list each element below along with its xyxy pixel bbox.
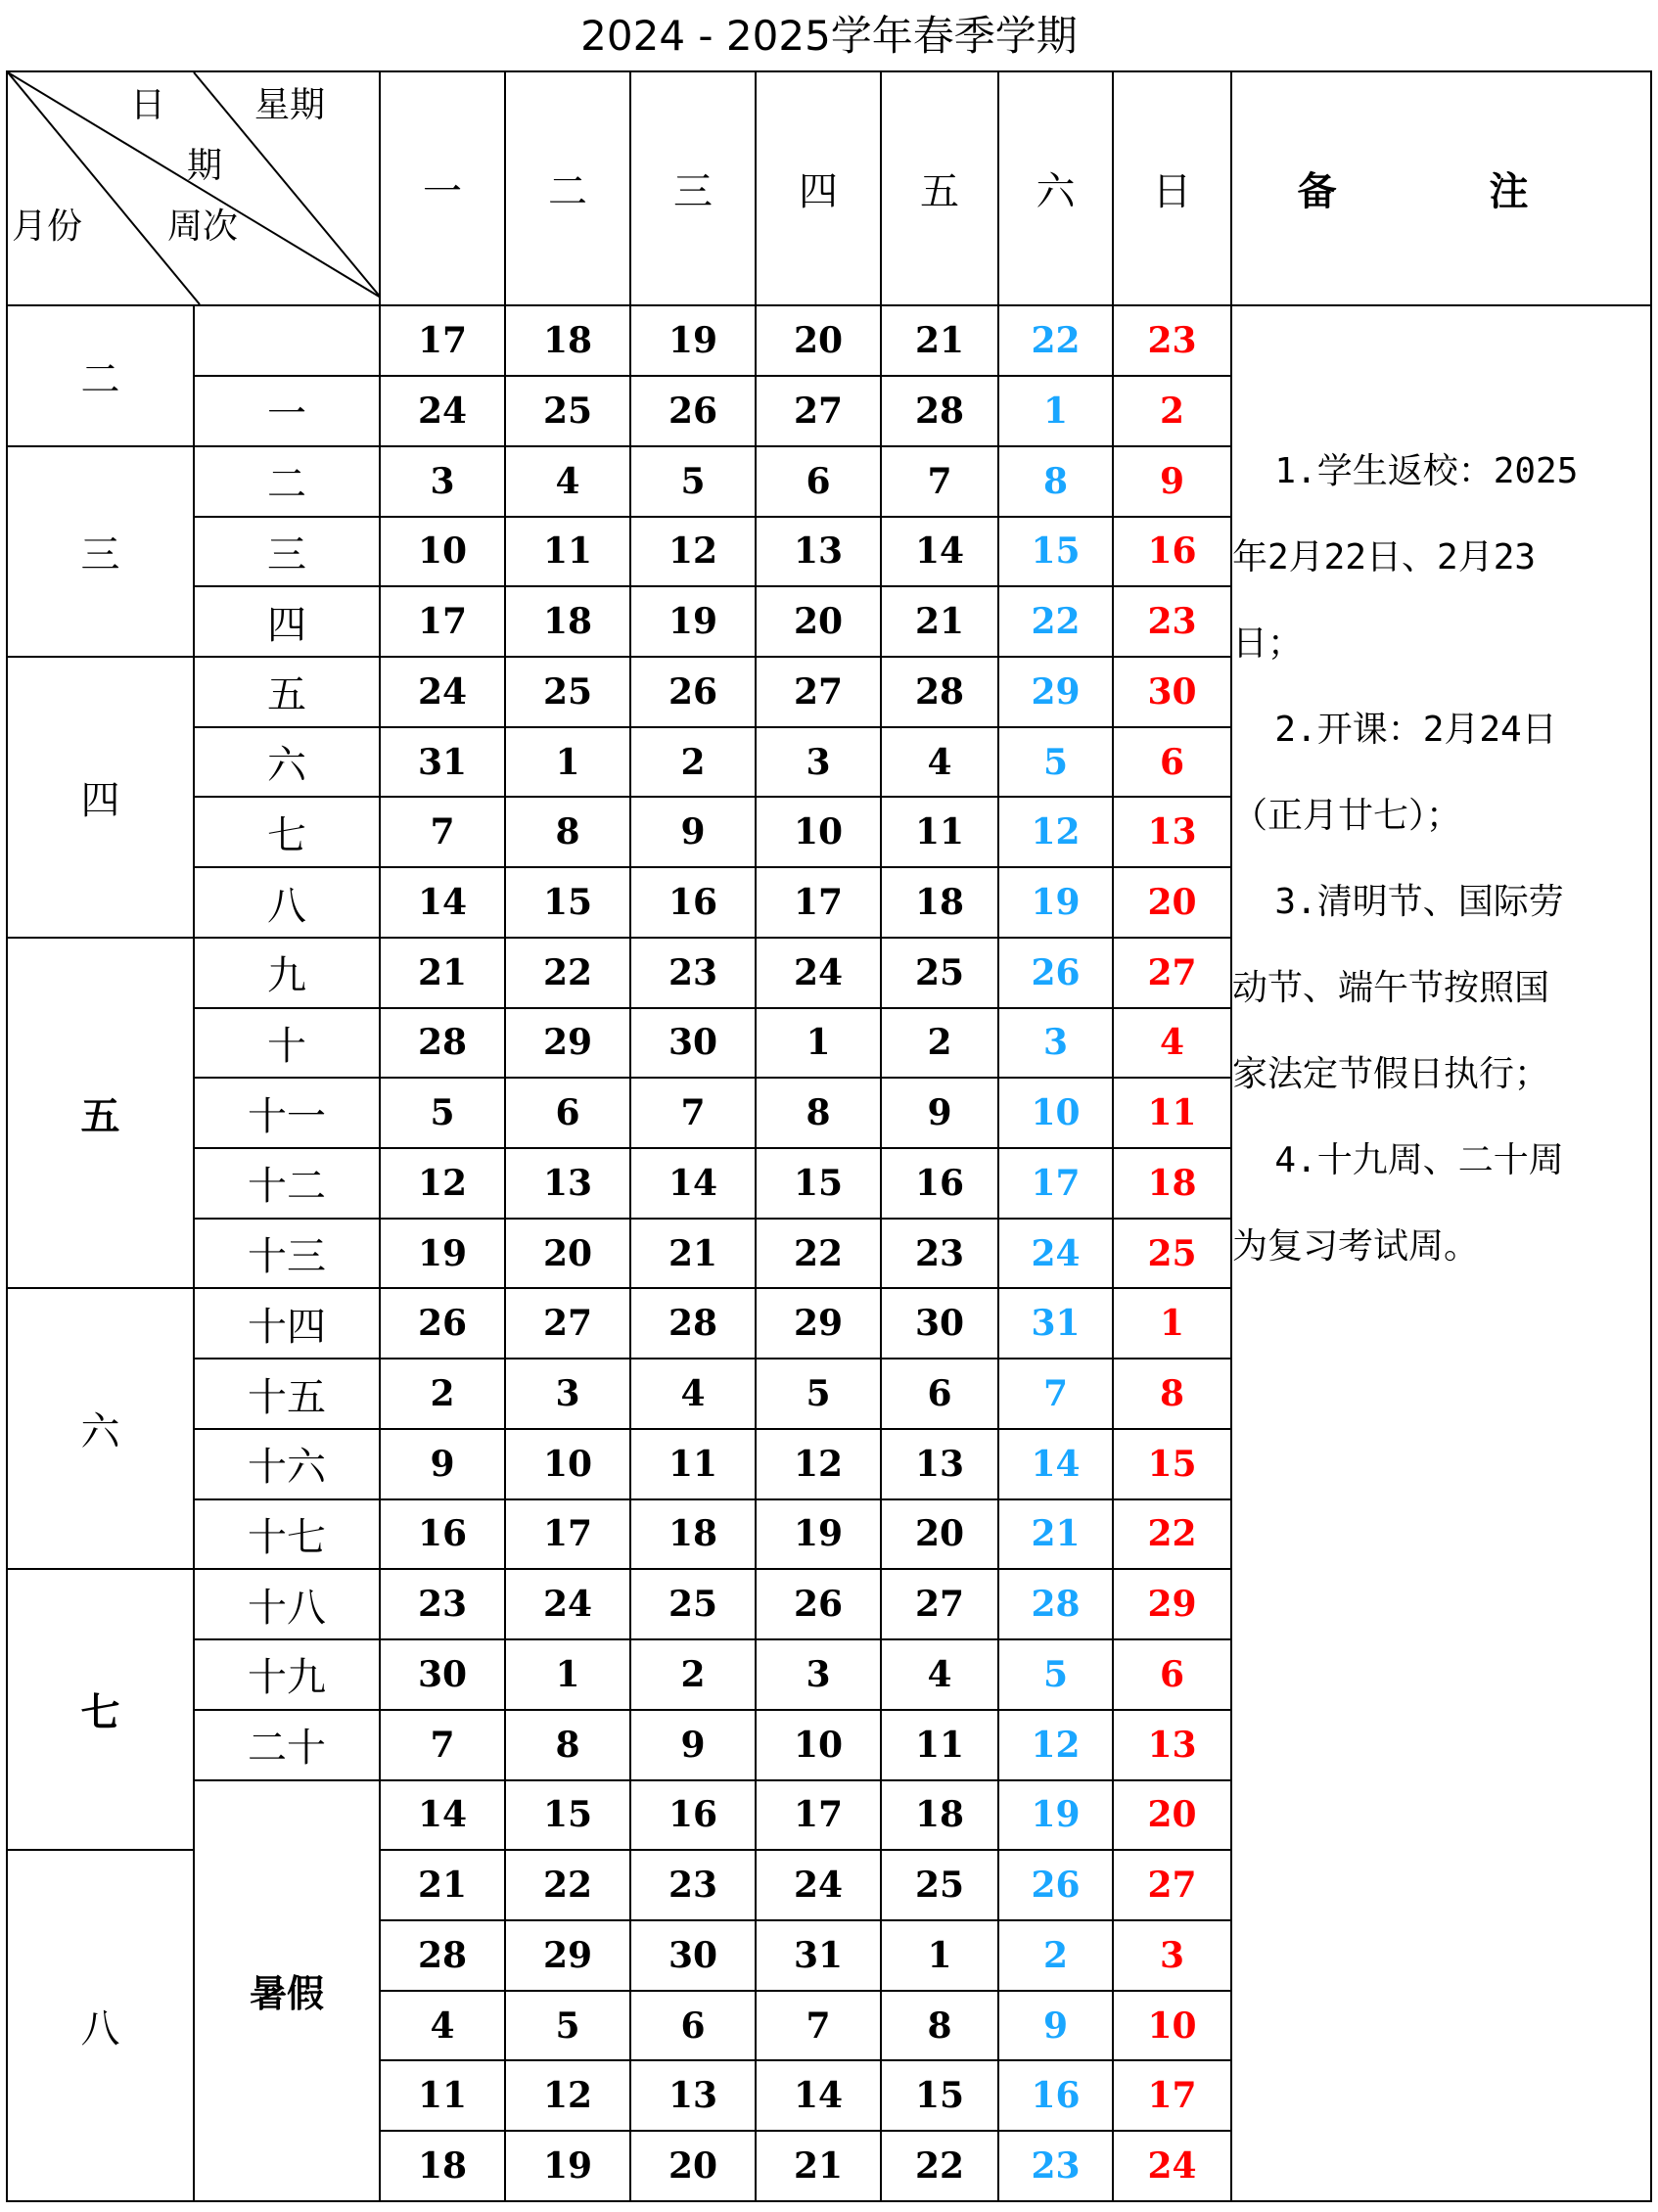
date-cell: 14 — [756, 2060, 881, 2131]
date-cell: 23 — [630, 1850, 756, 1920]
date-cell: 30 — [630, 1008, 756, 1079]
date-cell: 20 — [505, 1219, 630, 1289]
date-cell: 13 — [630, 2060, 756, 2131]
date-cell: 15 — [1113, 1429, 1231, 1499]
date-cell: 19 — [998, 1780, 1113, 1851]
date-cell: 26 — [630, 657, 756, 727]
week-number-cell: 二 — [194, 446, 380, 517]
date-cell: 22 — [998, 305, 1113, 376]
week-number-cell: 十三 — [194, 1219, 380, 1289]
date-cell: 6 — [630, 1991, 756, 2061]
date-cell: 3 — [756, 727, 881, 798]
date-cell: 21 — [998, 1499, 1113, 1570]
date-cell: 17 — [756, 867, 881, 938]
date-cell: 8 — [881, 1991, 998, 2061]
date-cell: 7 — [881, 446, 998, 517]
date-cell: 24 — [380, 376, 505, 446]
date-cell: 5 — [505, 1991, 630, 2061]
date-cell: 10 — [505, 1429, 630, 1499]
date-cell: 28 — [998, 1569, 1113, 1639]
date-cell: 27 — [1113, 1850, 1231, 1920]
date-cell: 19 — [380, 1219, 505, 1289]
week-number-cell: 十一 — [194, 1078, 380, 1148]
week-number-cell: 十五 — [194, 1359, 380, 1429]
remark-line: 4.十九周、二十周 — [1232, 1140, 1564, 1181]
week-number-cell — [194, 305, 380, 376]
date-cell: 23 — [881, 1219, 998, 1289]
date-cell: 19 — [998, 867, 1113, 938]
date-cell: 10 — [756, 797, 881, 867]
date-cell: 28 — [881, 376, 998, 446]
remark-line: 年2月22日、2月23 — [1232, 537, 1537, 578]
date-cell: 29 — [505, 1008, 630, 1079]
date-cell: 25 — [1113, 1219, 1231, 1289]
corner-header-cell — [7, 71, 380, 305]
date-cell: 16 — [1113, 517, 1231, 587]
date-cell: 12 — [998, 1710, 1113, 1780]
date-cell: 19 — [756, 1499, 881, 1570]
remark-line: （正月廿七）； — [1232, 796, 1462, 837]
week-number-cell: 十六 — [194, 1429, 380, 1499]
date-cell: 22 — [881, 2131, 998, 2201]
date-cell: 16 — [881, 1148, 998, 1219]
date-cell: 4 — [630, 1359, 756, 1429]
date-cell: 17 — [998, 1148, 1113, 1219]
date-cell: 23 — [380, 1569, 505, 1639]
date-cell: 18 — [881, 1780, 998, 1851]
date-cell: 1 — [881, 1920, 998, 1991]
date-cell: 16 — [630, 1780, 756, 1851]
date-cell: 15 — [998, 517, 1113, 587]
date-cell: 4 — [881, 727, 998, 798]
date-cell: 23 — [1113, 305, 1231, 376]
date-cell: 21 — [380, 938, 505, 1008]
date-cell: 12 — [505, 2060, 630, 2131]
date-cell: 17 — [1113, 2060, 1231, 2131]
date-cell: 11 — [881, 1710, 998, 1780]
date-cell: 27 — [505, 1288, 630, 1359]
date-cell: 25 — [881, 1850, 998, 1920]
date-cell: 18 — [1113, 1148, 1231, 1219]
date-cell: 31 — [756, 1920, 881, 1991]
week-row — [7, 305, 1651, 376]
date-cell: 29 — [505, 1920, 630, 1991]
date-cell: 1 — [1113, 1288, 1231, 1359]
day-header-thu: 四 — [756, 71, 881, 305]
date-cell: 1 — [505, 727, 630, 798]
date-cell: 4 — [505, 446, 630, 517]
date-cell: 20 — [1113, 867, 1231, 938]
date-cell: 12 — [630, 517, 756, 587]
date-cell: 22 — [756, 1219, 881, 1289]
date-cell: 8 — [756, 1078, 881, 1148]
date-cell: 28 — [630, 1288, 756, 1359]
date-cell: 19 — [630, 305, 756, 376]
date-cell: 15 — [505, 1780, 630, 1851]
date-cell: 11 — [630, 1429, 756, 1499]
date-cell: 22 — [1113, 1499, 1231, 1570]
week-number-cell: 一 — [194, 376, 380, 446]
date-cell: 5 — [998, 1639, 1113, 1710]
date-cell: 18 — [380, 2131, 505, 2201]
remark-line: 1.学生返校：2025 — [1232, 451, 1579, 492]
remarks-cell — [1231, 305, 1651, 2201]
date-cell: 14 — [380, 867, 505, 938]
date-cell: 29 — [998, 657, 1113, 727]
date-cell: 9 — [1113, 446, 1231, 517]
date-cell: 28 — [881, 657, 998, 727]
date-cell: 24 — [1113, 2131, 1231, 2201]
date-cell: 10 — [1113, 1991, 1231, 2061]
remark-line: 3.清明节、国际劳 — [1232, 882, 1564, 923]
date-cell: 7 — [998, 1359, 1113, 1429]
date-cell: 8 — [1113, 1359, 1231, 1429]
remark-line: 2.开课：2月24日 — [1232, 710, 1557, 751]
date-cell: 29 — [756, 1288, 881, 1359]
date-cell: 23 — [1113, 586, 1231, 657]
date-cell: 20 — [756, 305, 881, 376]
date-cell: 30 — [630, 1920, 756, 1991]
date-cell: 2 — [630, 727, 756, 798]
month-cell: 五 — [7, 938, 194, 1289]
date-cell: 13 — [1113, 1710, 1231, 1780]
date-cell: 7 — [756, 1991, 881, 2061]
date-cell: 21 — [881, 305, 998, 376]
date-cell: 18 — [630, 1499, 756, 1570]
date-cell: 16 — [998, 2060, 1113, 2131]
date-cell: 16 — [380, 1499, 505, 1570]
day-header-sun: 日 — [1113, 71, 1231, 305]
date-cell: 2 — [881, 1008, 998, 1079]
date-cell: 10 — [756, 1710, 881, 1780]
week-number-cell: 九 — [194, 938, 380, 1008]
date-cell: 9 — [998, 1991, 1113, 2061]
date-cell: 17 — [380, 586, 505, 657]
day-header-mon: 一 — [380, 71, 505, 305]
date-cell: 2 — [998, 1920, 1113, 1991]
date-cell: 1 — [505, 1639, 630, 1710]
week-number-cell: 二十 — [194, 1710, 380, 1780]
date-cell: 8 — [505, 797, 630, 867]
date-cell: 12 — [380, 1148, 505, 1219]
date-cell: 6 — [1113, 1639, 1231, 1710]
date-cell: 2 — [630, 1639, 756, 1710]
date-cell: 24 — [380, 657, 505, 727]
date-cell: 30 — [380, 1639, 505, 1710]
date-cell: 9 — [630, 797, 756, 867]
month-cell: 二 — [7, 305, 194, 445]
corner-period-label: 期 — [187, 146, 223, 186]
date-cell: 11 — [881, 797, 998, 867]
date-cell: 13 — [1113, 797, 1231, 867]
date-cell: 14 — [998, 1429, 1113, 1499]
date-cell: 20 — [756, 586, 881, 657]
week-number-cell: 十八 — [194, 1569, 380, 1639]
day-header-tue: 二 — [505, 71, 630, 305]
date-cell: 20 — [1113, 1780, 1231, 1851]
date-cell: 8 — [998, 446, 1113, 517]
summer-vacation-cell: 暑假 — [194, 1780, 380, 2202]
date-cell: 15 — [505, 867, 630, 938]
corner-weekno-label: 周次 — [167, 207, 239, 247]
date-cell: 24 — [756, 1850, 881, 1920]
date-cell: 25 — [505, 376, 630, 446]
header-row — [7, 71, 1651, 305]
day-header-fri: 五 — [881, 71, 998, 305]
date-cell: 12 — [756, 1429, 881, 1499]
date-cell: 3 — [756, 1639, 881, 1710]
remarks-header: 备 注 — [1231, 71, 1651, 305]
date-cell: 14 — [630, 1148, 756, 1219]
date-cell: 1 — [998, 376, 1113, 446]
date-cell: 28 — [380, 1008, 505, 1079]
remark-line: 为复习考试周。 — [1232, 1226, 1480, 1267]
date-cell: 26 — [998, 938, 1113, 1008]
date-cell: 31 — [380, 727, 505, 798]
week-number-cell: 四 — [194, 586, 380, 657]
week-number-cell: 十九 — [194, 1639, 380, 1710]
date-cell: 26 — [756, 1569, 881, 1639]
date-cell: 13 — [756, 517, 881, 587]
week-number-cell: 八 — [194, 867, 380, 938]
date-cell: 14 — [380, 1780, 505, 1851]
week-number-cell: 七 — [194, 797, 380, 867]
date-cell: 26 — [380, 1288, 505, 1359]
date-cell: 20 — [630, 2131, 756, 2201]
date-cell: 27 — [1113, 938, 1231, 1008]
week-number-cell: 十七 — [194, 1499, 380, 1570]
date-cell: 2 — [1113, 376, 1231, 446]
date-cell: 2 — [380, 1359, 505, 1429]
date-cell: 26 — [998, 1850, 1113, 1920]
date-cell: 19 — [505, 2131, 630, 2201]
week-number-cell: 十 — [194, 1008, 380, 1079]
date-cell: 24 — [756, 938, 881, 1008]
date-cell: 30 — [881, 1288, 998, 1359]
date-cell: 15 — [881, 2060, 998, 2131]
calendar-body — [7, 71, 1651, 2201]
corner-weekday-label: 星期 — [254, 85, 326, 125]
date-cell: 6 — [756, 446, 881, 517]
week-number-cell: 十四 — [194, 1288, 380, 1359]
page-title: 2024 - 2025学年春季学期 — [580, 12, 1078, 60]
month-cell: 八 — [7, 1850, 194, 2201]
date-cell: 5 — [998, 727, 1113, 798]
date-cell: 21 — [756, 2131, 881, 2201]
date-cell: 4 — [881, 1639, 998, 1710]
date-cell: 21 — [380, 1850, 505, 1920]
date-cell: 9 — [630, 1710, 756, 1780]
date-cell: 7 — [630, 1078, 756, 1148]
date-cell: 22 — [505, 1850, 630, 1920]
date-cell: 25 — [630, 1569, 756, 1639]
date-cell: 11 — [380, 2060, 505, 2131]
date-cell: 4 — [380, 1991, 505, 2061]
date-cell: 9 — [380, 1429, 505, 1499]
date-cell: 7 — [380, 1710, 505, 1780]
date-cell: 5 — [630, 446, 756, 517]
date-cell: 3 — [1113, 1920, 1231, 1991]
date-cell: 17 — [380, 305, 505, 376]
date-cell: 17 — [756, 1780, 881, 1851]
date-cell: 8 — [505, 1710, 630, 1780]
week-number-cell: 五 — [194, 657, 380, 727]
remark-line: 日； — [1232, 623, 1304, 665]
date-cell: 11 — [505, 517, 630, 587]
date-cell: 6 — [881, 1359, 998, 1429]
date-cell: 24 — [998, 1219, 1113, 1289]
corner-day-label: 日 — [130, 85, 166, 125]
date-cell: 1 — [756, 1008, 881, 1079]
week-number-cell: 六 — [194, 727, 380, 798]
date-cell: 14 — [881, 517, 998, 587]
date-cell: 22 — [505, 938, 630, 1008]
date-cell: 26 — [630, 376, 756, 446]
remark-line: 家法定节假日执行； — [1232, 1054, 1550, 1095]
date-cell: 6 — [505, 1078, 630, 1148]
date-cell: 25 — [505, 657, 630, 727]
date-cell: 18 — [505, 586, 630, 657]
date-cell: 23 — [630, 938, 756, 1008]
date-cell: 9 — [881, 1078, 998, 1148]
day-header-sat: 六 — [998, 71, 1113, 305]
date-cell: 12 — [998, 797, 1113, 867]
date-cell: 25 — [881, 938, 998, 1008]
date-cell: 7 — [380, 797, 505, 867]
date-cell: 23 — [998, 2131, 1113, 2201]
date-cell: 27 — [881, 1569, 998, 1639]
week-number-cell: 十二 — [194, 1148, 380, 1219]
date-cell: 5 — [756, 1359, 881, 1429]
date-cell: 4 — [1113, 1008, 1231, 1079]
date-cell: 18 — [881, 867, 998, 938]
date-cell: 15 — [756, 1148, 881, 1219]
month-cell: 六 — [7, 1288, 194, 1569]
date-cell: 5 — [380, 1078, 505, 1148]
date-cell: 31 — [998, 1288, 1113, 1359]
month-cell: 四 — [7, 657, 194, 938]
date-cell: 22 — [998, 586, 1113, 657]
date-cell: 19 — [630, 586, 756, 657]
date-cell: 28 — [380, 1920, 505, 1991]
date-cell: 18 — [505, 305, 630, 376]
date-cell: 21 — [881, 586, 998, 657]
date-cell: 3 — [380, 446, 505, 517]
date-cell: 6 — [1113, 727, 1231, 798]
date-cell: 27 — [756, 376, 881, 446]
date-cell: 29 — [1113, 1569, 1231, 1639]
month-cell: 七 — [7, 1569, 194, 1850]
date-cell: 16 — [630, 867, 756, 938]
date-cell: 17 — [505, 1499, 630, 1570]
date-cell: 13 — [505, 1148, 630, 1219]
date-cell: 24 — [505, 1569, 630, 1639]
date-cell: 10 — [998, 1078, 1113, 1148]
date-cell: 3 — [505, 1359, 630, 1429]
date-cell: 10 — [380, 517, 505, 587]
date-cell: 20 — [881, 1499, 998, 1570]
date-cell: 27 — [756, 657, 881, 727]
corner-month-label: 月份 — [12, 207, 83, 247]
date-cell: 21 — [630, 1219, 756, 1289]
date-cell: 30 — [1113, 657, 1231, 727]
date-cell: 3 — [998, 1008, 1113, 1079]
date-cell: 11 — [1113, 1078, 1231, 1148]
week-number-cell: 三 — [194, 517, 380, 587]
month-cell: 三 — [7, 446, 194, 657]
date-cell: 13 — [881, 1429, 998, 1499]
remark-line: 动节、端午节按照国 — [1232, 968, 1550, 1009]
semester-calendar-table — [6, 70, 1652, 2202]
day-header-wed: 三 — [630, 71, 756, 305]
